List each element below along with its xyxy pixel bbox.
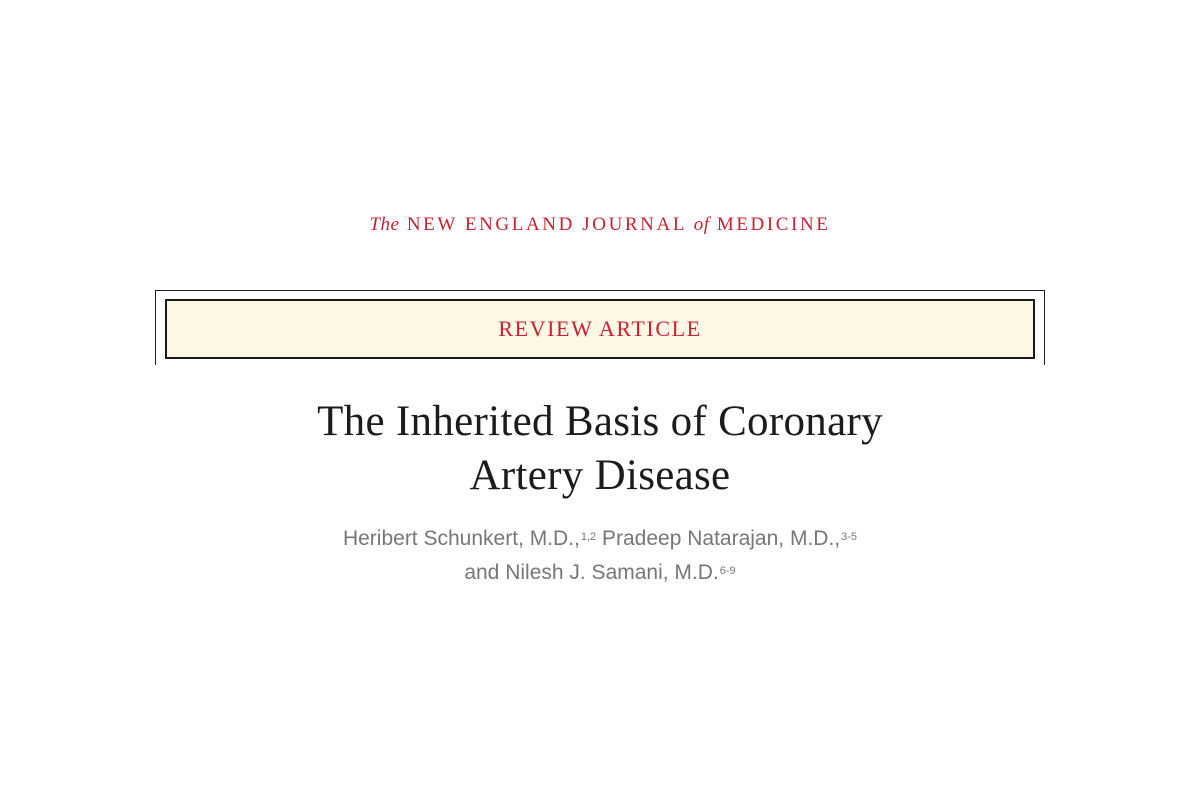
author-line-1	[0, 522, 1200, 556]
journal-connector: of	[693, 214, 710, 235]
author-name: Pradeep Natarajan, M.D.,	[602, 527, 841, 550]
author-affiliation: 3-5	[841, 531, 858, 543]
author-name: Heribert Schunkert, M.D.,	[342, 527, 580, 550]
section-label: REVIEW ARTICLE	[498, 316, 702, 341]
journal-name-part2: MEDICINE	[716, 214, 831, 235]
journal-masthead	[0, 210, 1200, 240]
article-title-line2: Artery Disease	[469, 452, 731, 499]
section-banner	[165, 299, 1035, 359]
journal-prefix: The	[369, 214, 400, 235]
article-title-line1: The Inherited Basis of Coronary	[317, 398, 883, 445]
author-list	[0, 522, 1200, 590]
article-title	[0, 395, 1200, 503]
author-affiliation: 6-9	[719, 565, 736, 577]
author-affiliation: 1,2	[580, 531, 597, 543]
author-line-2	[0, 556, 1200, 590]
author-name: and Nilesh J. Samani, M.D.	[464, 561, 719, 584]
journal-name-part1: NEW ENGLAND JOURNAL	[406, 214, 687, 235]
